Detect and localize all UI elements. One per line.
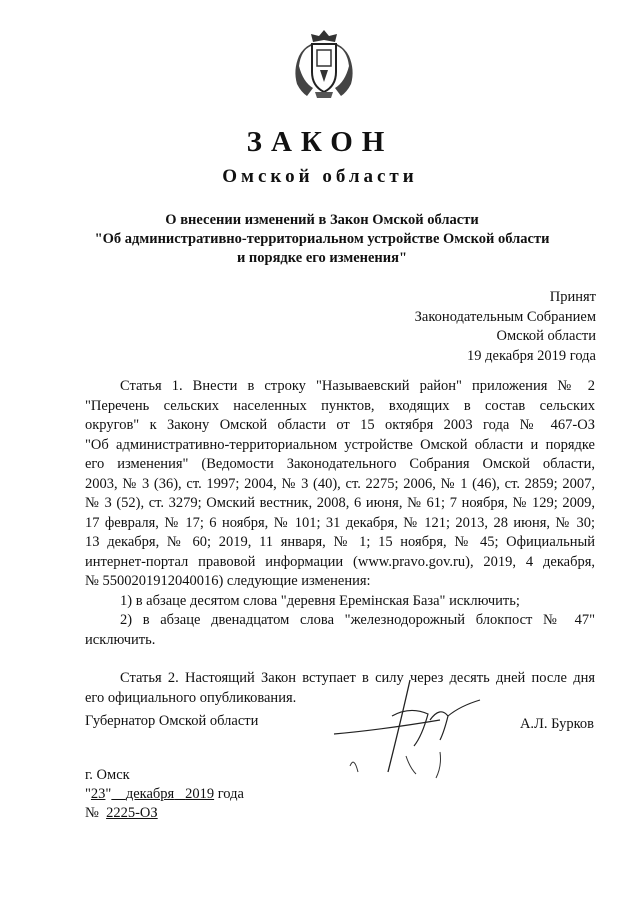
article-1-line: "Перечень сельских населенных пунктов, входящих в состав сельских — [85, 397, 595, 414]
adoption-date: 19 декабря 2019 года — [467, 347, 596, 364]
law-body — [85, 377, 595, 708]
article-1-item-1 — [85, 592, 595, 612]
article-2-line: его официального опубликования. — [85, 689, 297, 706]
adoption-line: Принят — [549, 289, 596, 305]
governor-name: А.Л. Бурков — [519, 716, 594, 732]
signing-date: "23" декабря 2019 года — [85, 786, 244, 802]
article-2-line: Статья 2. Настоящий Закон вступает в силу через десять дней после дня — [120, 670, 595, 686]
date-suffix: года — [217, 786, 244, 802]
article-1-line: № 5500201912040016) следующие изменения: — [85, 573, 371, 589]
article-1-item-2 — [85, 611, 595, 650]
heading-line: "Об административно-территориальном устройстве Омской области — [94, 231, 550, 247]
article-1 — [85, 377, 595, 592]
adoption-line: Законодательным Собранием — [414, 308, 596, 325]
article-1-line: его изменения" (Ведомости Законодательного Собрания Омской области, — [85, 456, 595, 472]
governor-title: Губернатор Омской области — [85, 713, 259, 729]
heading-line: О внесении изменений в Закон Омской области — [165, 212, 479, 228]
law-region: Омской области — [222, 166, 418, 187]
handwritten-signature — [330, 676, 500, 782]
coat-of-arms-emblem-icon — [293, 26, 355, 102]
article-1-line: 2003, № 3 (36), ст. 1997; 2004, № 3 (40), ст. 2275; 2006, № 1 (46), ст. 2859; 2007, — [85, 475, 595, 492]
article-1-line: 13 декабря, № 60; 2019, 11 января, № 1; 15 ноября, № 45; Официальный — [85, 534, 595, 550]
city: г. Омск — [85, 767, 130, 783]
adoption-line: Омской области — [496, 328, 596, 344]
item-2-line: 2) в абзаце двенадцатом слова "железнодорожный блокпост № 47" — [120, 612, 595, 628]
signing-place-date — [85, 766, 244, 823]
article-1-line: Статья 1. Внести в строку "Называевский район" приложения № 2 — [120, 378, 595, 394]
law-title: ЗАКОН — [246, 126, 394, 158]
law-number: № 2225-ОЗ — [85, 805, 158, 821]
date-day: 23 — [90, 786, 106, 802]
item-2-line: исключить. — [85, 631, 156, 648]
heading-line: и порядке его изменения" — [236, 250, 408, 266]
article-1-line: 17 февраля, № 17; 6 ноября, № 101; 31 декабря, № 121; 2013, 28 июня, № 30; — [85, 514, 595, 531]
law-number-value: 2225-ОЗ — [106, 805, 158, 821]
article-1-line: округов" к Закону Омской области от 15 октября 2003 года № 467-ОЗ — [85, 417, 595, 433]
law-heading — [90, 211, 554, 268]
article-1-line: № 3 (52), ст. 3279; Омский вестник, 2008, 6 июня, № 61; 7 ноября, № 129; 2009, — [85, 495, 595, 511]
article-1-line: "Об административно-территориальном устройстве Омской области и порядке — [85, 436, 595, 453]
date-month: декабря 2019 — [125, 786, 215, 802]
adoption-note — [415, 288, 596, 366]
article-1-line: интернет-портал правовой информации (www.pravo.gov.ru), 2019, 4 декабря, — [85, 553, 595, 570]
item-1-text: 1) в абзаце десятом слова "деревня Еремінская База" исключить; — [120, 592, 520, 609]
